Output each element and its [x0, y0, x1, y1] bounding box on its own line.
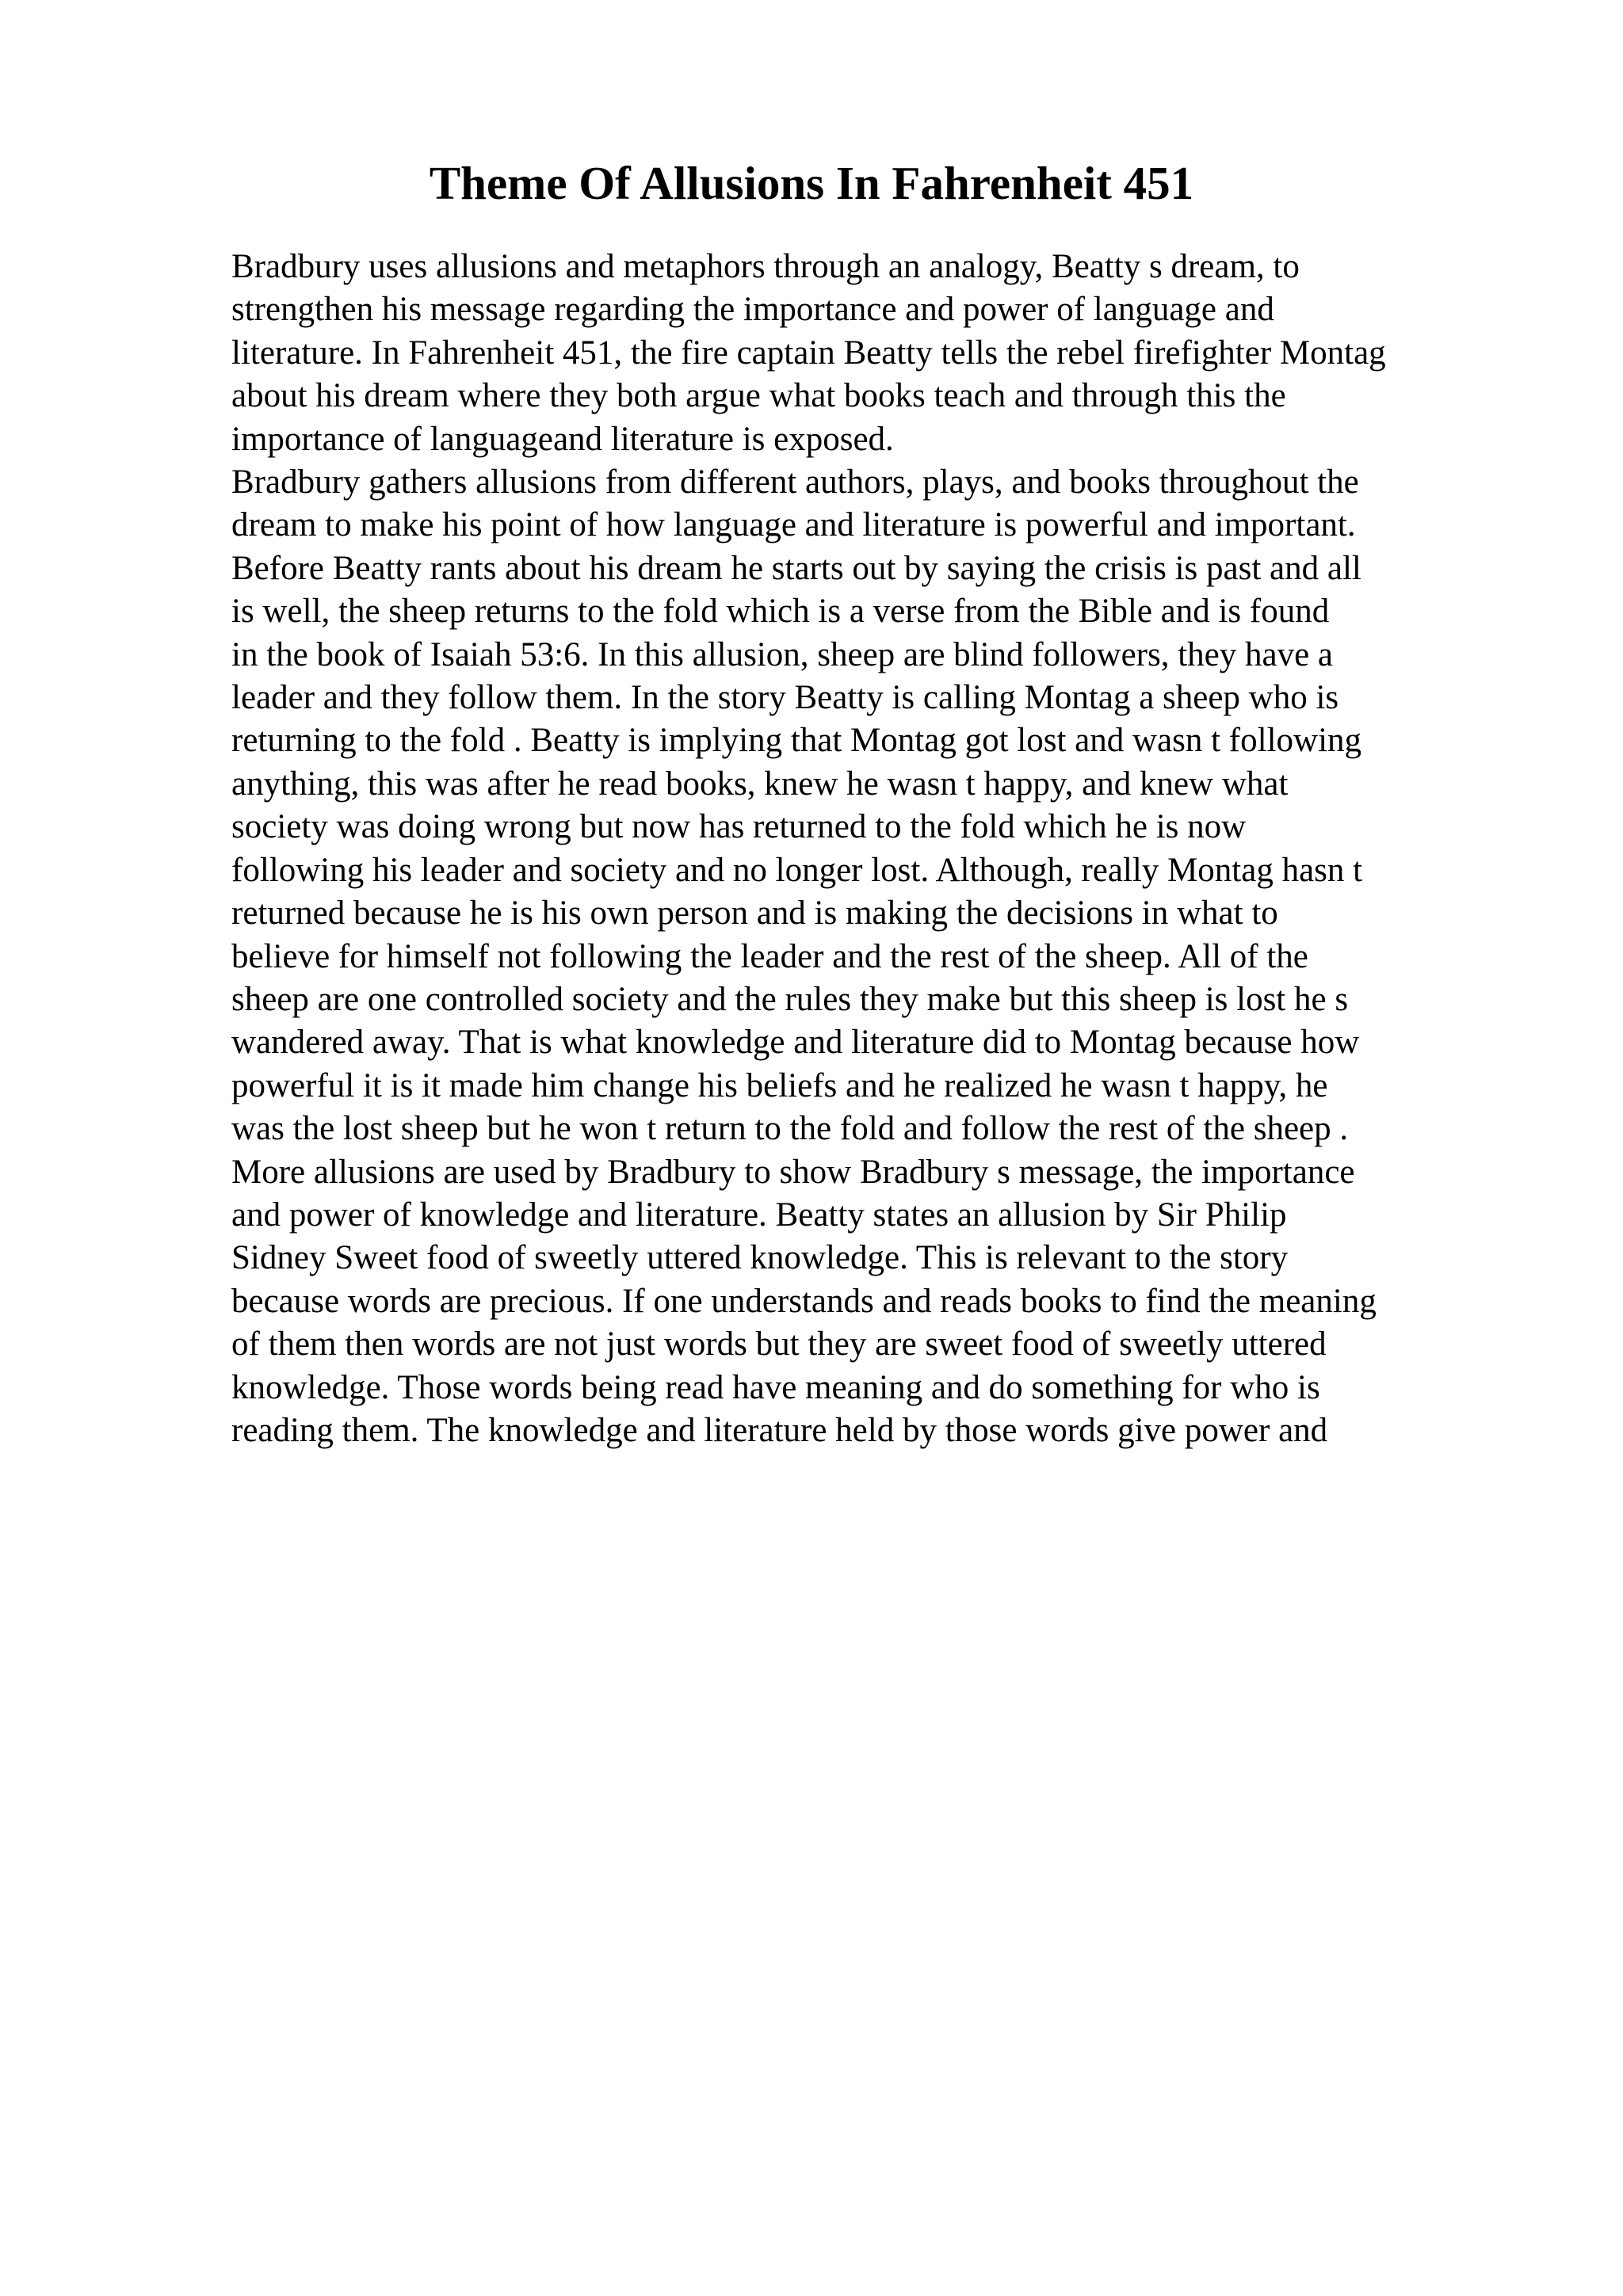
body-line: sheep are one controlled society and the rules they make but this sheep is lost he s [231, 980, 1349, 1018]
body-line: powerful it is it made him change his beliefs and he realized he wasn t happy, he [231, 1066, 1328, 1104]
body-line: returning to the fold . Beatty is implying that Montag got lost and wasn t following [231, 722, 1362, 760]
body-line: following his leader and society and no longer lost. Although, really Montag hasn t [231, 851, 1363, 889]
body-line: literature. In Fahrenheit 451, the fire captain Beatty tells the rebel firefighter Montag [231, 334, 1386, 372]
body-line: Bradbury gathers allusions from different authors, plays, and books throughout the [231, 463, 1359, 502]
body-line: importance of languageand literature is exposed. [231, 420, 894, 458]
body-line: Before Beatty rants about his dream he starts out by saying the crisis is past and all [231, 549, 1361, 587]
body-line: strengthen his message regarding the importance and power of language and [231, 291, 1274, 329]
body-line: and power of knowledge and literature. Beatty states an allusion by Sir Philip [231, 1196, 1287, 1234]
body-line: knowledge. Those words being read have meaning and do something for who is [231, 1368, 1320, 1406]
body-line: about his dream where they both argue what books teach and through this the [231, 377, 1286, 415]
body-line: was the lost sheep but he won t return to the fold and follow the rest of the sheep . [231, 1110, 1349, 1148]
body-line: Bradbury uses allusions and metaphors through an analogy, Beatty s dream, to [231, 248, 1300, 285]
body-line: believe for himself not following the leader and the rest of the sheep. All of the [231, 937, 1308, 975]
body-line: society was doing wrong but now has returned to the fold which he is now [231, 808, 1247, 846]
body-line: More allusions are used by Bradbury to show Bradbury s message, the importance [231, 1153, 1355, 1191]
body-line: leader and they follow them. In the story Beatty is calling Montag a sheep who is [231, 679, 1339, 717]
document-title: Theme Of Allusions In Fahrenheit 451 [429, 157, 1194, 209]
body-line: in the book of Isaiah 53:6. In this allusion, sheep are blind followers, they have a [231, 635, 1334, 673]
body-line: because words are precious. If one understands and reads books to find the meaning [231, 1282, 1377, 1320]
body-line: anything, this was after he read books, knew he wasn t happy, and knew what [231, 765, 1289, 803]
body-line: is well, the sheep returns to the fold which is a verse from the Bible and is found [231, 593, 1330, 631]
body-line: returned because he is his own person and is making the decisions in what to [231, 894, 1278, 933]
body-line: Sidney Sweet food of sweetly uttered knowledge. This is relevant to the story [231, 1239, 1289, 1277]
body-line: of them then words are not just words but they are sweet food of sweetly uttered [231, 1325, 1327, 1363]
document-body [231, 246, 1579, 1452]
body-line: dream to make his point of how language and literature is powerful and important. [231, 506, 1356, 544]
body-line: wandered away. That is what knowledge and literature did to Montag because how [231, 1024, 1360, 1062]
body-line: reading them. The knowledge and literature held by those words give power and [231, 1411, 1328, 1449]
